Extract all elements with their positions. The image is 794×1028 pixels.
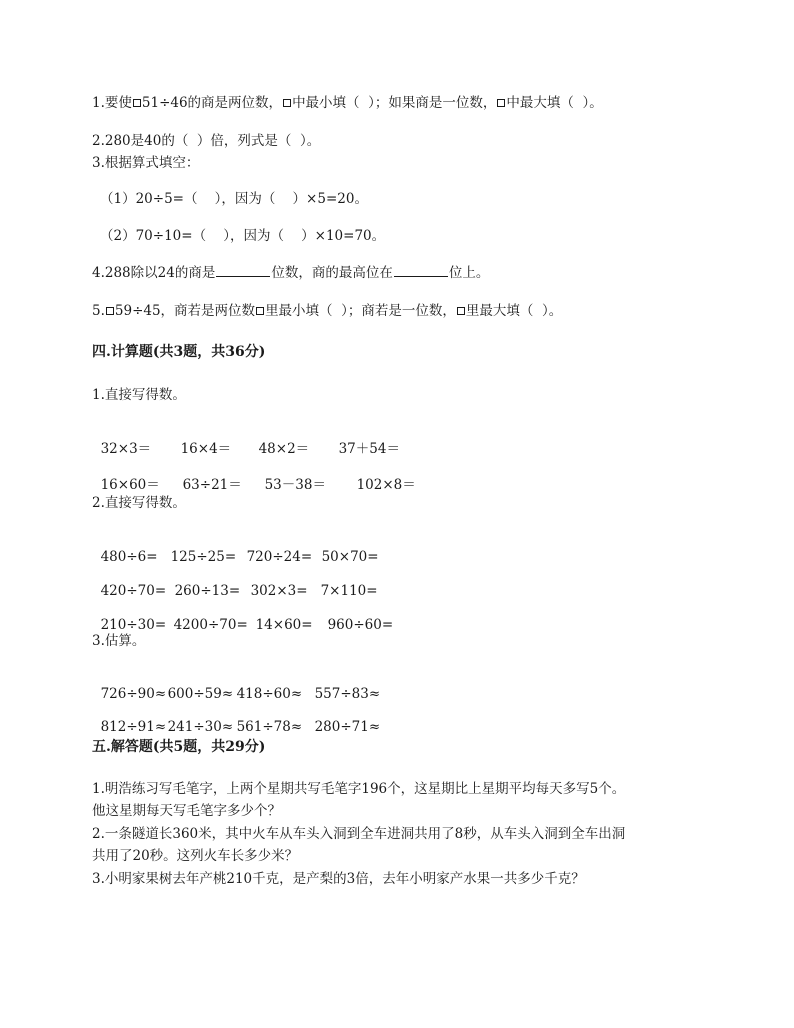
question-2: 2.280是40的（ ）倍，列式是（ ）。 <box>92 133 321 149</box>
problem-1-line-2: 他这星期每天写毛笔字多少个？ <box>92 803 281 819</box>
question-5 <box>92 302 562 320</box>
question-3-1: （1）20÷5=（ ），因为（ ）×5=20。 <box>100 191 368 207</box>
calc-item: 418÷60≈ <box>236 686 303 702</box>
q4-text-c: 位上。 <box>448 265 490 281</box>
blank-box-icon <box>283 99 291 107</box>
q4-text-b: 位数，商的最高位在 <box>271 265 393 281</box>
problem-2-line-2: 共用了20秒。这列火车长多少米？ <box>92 848 299 864</box>
calc-item: 812÷91≈ <box>100 719 167 735</box>
question-1 <box>92 94 603 112</box>
problem-3-line-1: 3.小明家果树去年产桃210千克，是产梨的3倍，去年小明家产水果一共多少千克？ <box>92 871 585 887</box>
calc-item: 720÷24= <box>246 549 313 565</box>
calc-row-6 <box>92 667 380 703</box>
q1-text-a: 1.要使 <box>92 95 132 111</box>
calc-item: 63÷21＝ <box>182 477 242 493</box>
calc-row-2 <box>92 458 416 494</box>
q1-text-b: 51÷46的商是两位数， <box>141 95 283 111</box>
calc-item: 557÷83≈ <box>314 686 381 702</box>
blank-box-icon <box>497 99 505 107</box>
calc-row-3 <box>92 530 379 566</box>
blank-box-icon <box>133 99 141 107</box>
calc-item: 14×60= <box>255 617 313 633</box>
calc-item: 4200÷70= <box>173 617 248 633</box>
calc-item: 32×3＝ <box>100 441 152 457</box>
problem-2-line-1: 2.一条隧道长360米，其中火车从车头入洞到全车进洞共用了8秒，从车头入洞到全车出洞 <box>92 826 626 842</box>
problem-1-line-1: 1.明浩练习写毛笔字，上两个星期共写毛笔字196个，这星期比上星期平均每天多写5个。 <box>92 781 626 797</box>
calc-item: 302×3= <box>250 583 308 599</box>
calc-row-1 <box>92 422 400 458</box>
calc-item: 37＋54＝ <box>338 441 400 457</box>
section-5-title: 五.解答题(共5题，共29分) <box>92 739 266 755</box>
section-4-title: 四.计算题(共3题，共36分) <box>92 344 266 360</box>
q5-text-b: 59÷45，商若是两位数 <box>114 303 256 319</box>
calc-item: 561÷78≈ <box>236 719 303 735</box>
q1-text-c: 中最小填（ ）；如果商是一位数， <box>292 95 497 111</box>
blank-box-icon <box>106 307 114 315</box>
question-4 <box>92 264 489 282</box>
q5-text-a: 5. <box>92 303 105 319</box>
calc-item: 16×4＝ <box>180 441 232 457</box>
section-4-sub-3: 3.估算。 <box>92 633 146 649</box>
blank-box-icon <box>457 307 465 315</box>
q5-text-d: 里最大填（ ）。 <box>465 303 563 319</box>
calc-item: 48×2＝ <box>258 441 310 457</box>
calc-item: 280÷71≈ <box>314 719 381 735</box>
calc-item: 102×8＝ <box>356 477 416 493</box>
calc-item: 260÷13= <box>174 583 241 599</box>
calc-item: 960÷60= <box>327 617 394 633</box>
calc-item: 726÷90≈ <box>100 686 167 702</box>
calc-item: 7×110= <box>320 583 378 599</box>
question-3: 3.根据算式填空： <box>92 155 200 171</box>
q1-text-d: 中最大填（ ）。 <box>506 95 603 111</box>
calc-row-5 <box>92 598 393 634</box>
calc-item: 16×60＝ <box>100 477 160 493</box>
calc-item: 125÷25= <box>170 549 237 565</box>
question-3-2: （2）70÷10=（ ），因为（ ）×10=70。 <box>100 228 386 244</box>
blank-box-icon <box>256 307 264 315</box>
calc-item: 210÷30= <box>100 617 167 633</box>
section-4-sub-1: 1.直接写得数。 <box>92 387 186 403</box>
section-4-sub-2: 2.直接写得数。 <box>92 495 186 511</box>
answer-blank[interactable] <box>216 264 270 277</box>
q4-text-a: 4.288除以24的商是 <box>92 265 216 281</box>
calc-row-7 <box>92 700 380 736</box>
calc-item: 420÷70= <box>100 583 167 599</box>
calc-item: 241÷30≈ <box>167 719 234 735</box>
calc-item: 53－38＝ <box>264 477 326 493</box>
answer-blank[interactable] <box>394 264 448 277</box>
calc-row-4 <box>92 564 378 600</box>
calc-item: 50×70= <box>321 549 379 565</box>
calc-item: 480÷6= <box>100 549 158 565</box>
q5-text-c: 里最小填（ ）；商若是一位数， <box>265 303 456 319</box>
calc-item: 600÷59≈ <box>167 686 234 702</box>
